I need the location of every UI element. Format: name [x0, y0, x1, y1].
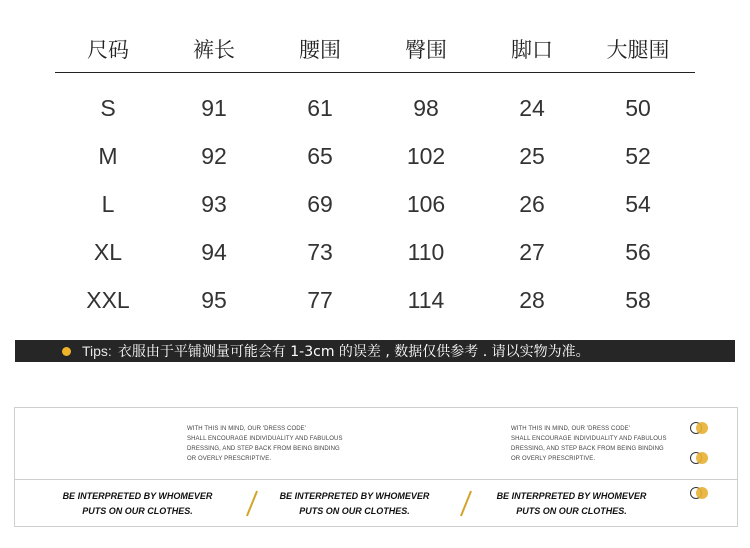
slogan-line: PUTS ON OUR CLOTHES. [516, 506, 627, 516]
fine-print-line: WITH THIS IN MIND, OUR 'DRESS CODE' [187, 426, 307, 432]
table-cell: 27 [519, 238, 545, 265]
slogan-line: PUTS ON OUR CLOTHES. [299, 506, 410, 516]
double-circle-icon [690, 422, 710, 436]
slogan-line: BE INTERPRETED BY WHOMEVER [496, 491, 647, 501]
double-circle-icon [690, 487, 710, 501]
fine-print-line: SHALL ENCOURAGE INDIVIDUALITY AND FABULOUS [187, 436, 343, 442]
tips-label: Tips: [82, 343, 112, 359]
table-row [55, 180, 695, 228]
header-hip: 臀围 [405, 38, 447, 62]
slogan-block [45, 489, 230, 519]
slogan-block [479, 489, 664, 519]
header-size: 尺码 [87, 38, 129, 62]
fine-print-line: WITH THIS IN MIND, OUR 'DRESS CODE' [511, 426, 631, 432]
table-cell: L [101, 190, 115, 217]
slogan-line: PUTS ON OUR CLOTHES. [82, 506, 193, 516]
slogan-line: BE INTERPRETED BY WHOMEVER [279, 491, 430, 501]
table-cell: 65 [307, 142, 333, 169]
table-cell: 61 [307, 94, 333, 121]
fine-print-block [511, 424, 667, 464]
table-cell: 106 [406, 190, 446, 217]
tips-bar [15, 340, 735, 362]
table-cell: S [100, 94, 116, 121]
fine-print-line: SHALL ENCOURAGE INDIVIDUALITY AND FABULOUS [511, 436, 667, 442]
table-cell: 56 [625, 238, 651, 265]
fine-print-line: DRESSING, AND STEP BACK FROM BEING BINDING [187, 446, 340, 452]
table-cell: 93 [201, 190, 227, 217]
table-cell: 92 [201, 142, 227, 169]
table-cell: 28 [519, 286, 545, 313]
double-circle-icon [690, 452, 710, 466]
slogan-line: BE INTERPRETED BY WHOMEVER [62, 491, 213, 501]
table-cell: 26 [519, 190, 545, 217]
fine-print-line: OR OVERLY PRESCRIPTIVE. [511, 456, 596, 462]
table-cell: 73 [307, 238, 333, 265]
table-cell: 24 [519, 94, 545, 121]
size-chart-table [55, 26, 695, 324]
header-hem: 脚口 [511, 38, 553, 62]
fine-print-line: DRESSING, AND STEP BACK FROM BEING BINDING [511, 446, 664, 452]
tips-text: 衣服由于平铺测量可能会有 1-3cm 的误差 , 数据仅供参考 . 请以实物为准。 [117, 344, 590, 360]
header-waist: 腰围 [299, 38, 341, 62]
table-cell: 94 [201, 238, 227, 265]
table-cell: 50 [625, 94, 651, 121]
size-chart-header-row [55, 26, 695, 73]
slash-divider-icon [246, 491, 258, 517]
header-thigh: 大腿围 [606, 38, 670, 62]
table-cell: 95 [201, 286, 227, 313]
table-cell: 54 [625, 190, 651, 217]
table-cell: XXL [86, 286, 130, 313]
table-row [55, 132, 695, 180]
table-cell: 114 [407, 286, 445, 313]
table-cell: 98 [413, 94, 439, 121]
table-cell: 52 [625, 142, 651, 169]
table-cell: 91 [201, 94, 227, 121]
table-row [55, 276, 695, 324]
header-length: 裤长 [193, 38, 235, 62]
banner-divider [15, 479, 737, 480]
table-cell: 58 [625, 286, 651, 313]
table-cell: 102 [406, 142, 446, 169]
bullet-dot-icon [62, 347, 71, 356]
table-row [55, 228, 695, 276]
table-cell: XL [93, 238, 123, 265]
table-cell: 69 [307, 190, 333, 217]
slash-divider-icon [460, 491, 472, 517]
table-cell: 77 [307, 286, 333, 313]
brand-banner [14, 407, 738, 527]
table-row [55, 84, 695, 132]
slogan-block [262, 489, 447, 519]
fine-print-line: OR OVERLY PRESCRIPTIVE. [187, 456, 272, 462]
table-cell: 25 [519, 142, 545, 169]
table-cell: 110 [407, 238, 445, 265]
table-cell: M [98, 142, 118, 169]
fine-print-block [187, 424, 343, 464]
